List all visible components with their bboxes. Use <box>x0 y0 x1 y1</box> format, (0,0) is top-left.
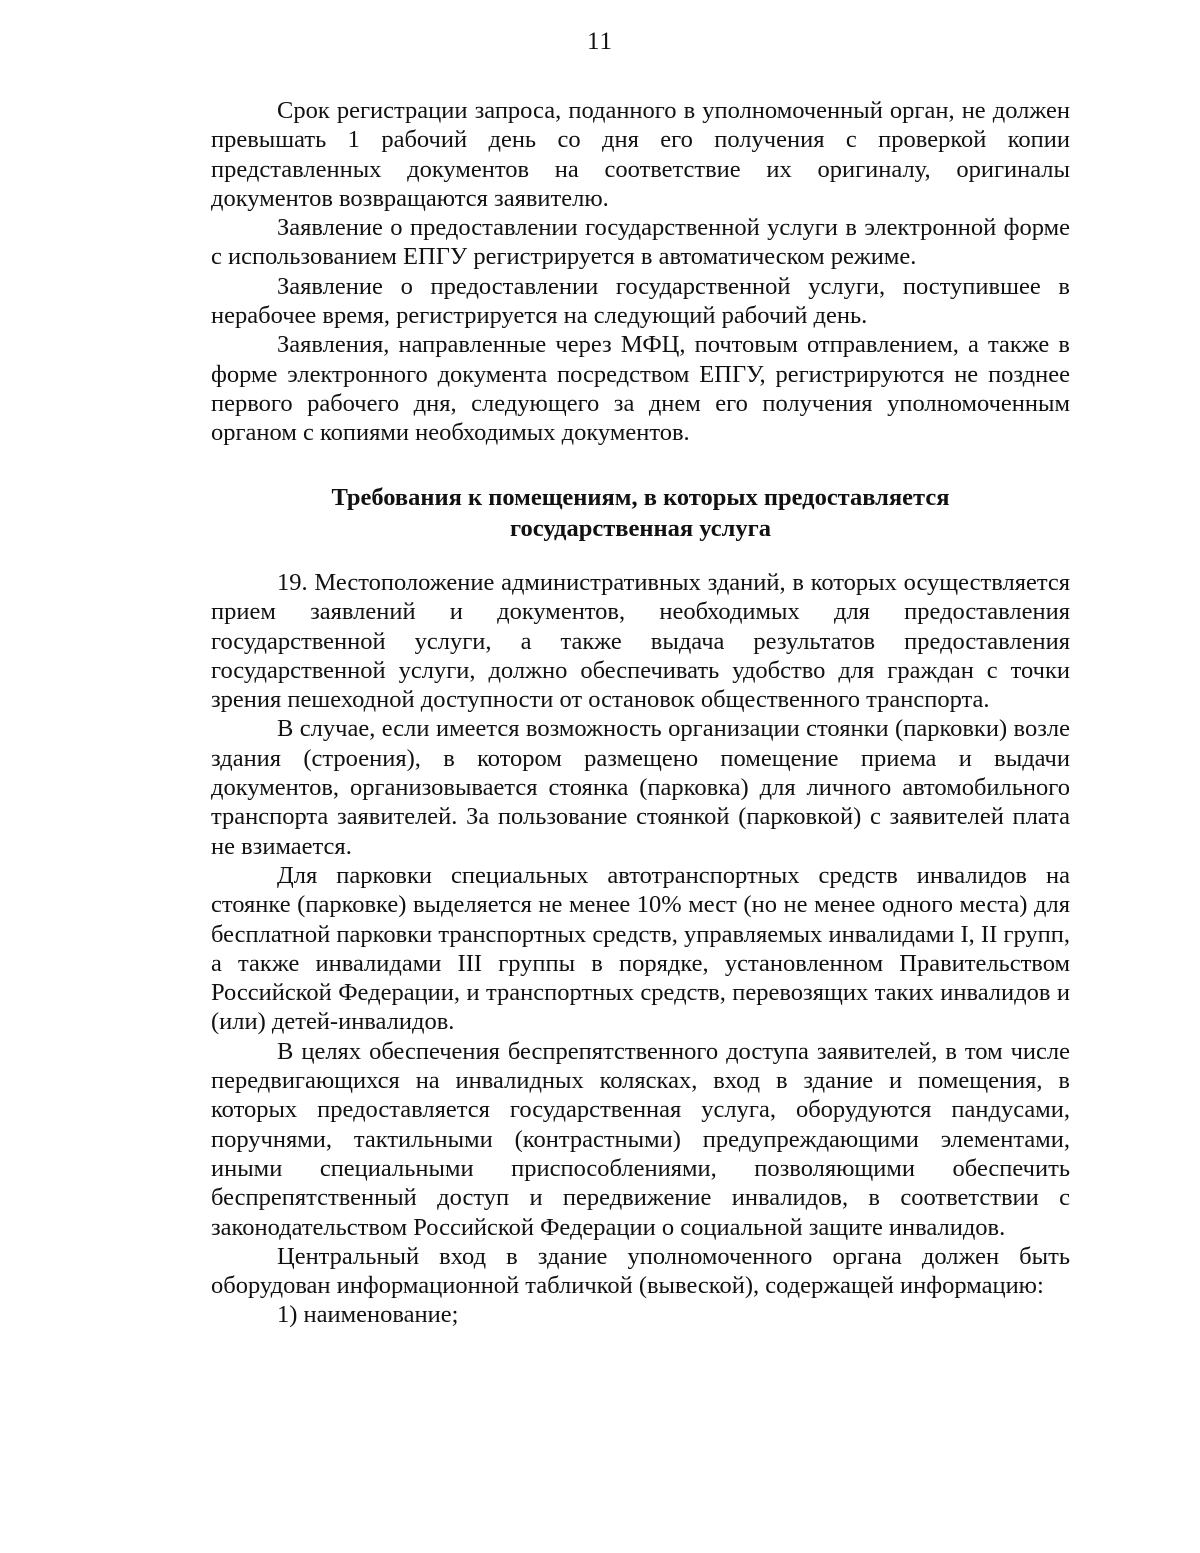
section-heading <box>211 482 1070 544</box>
premises-requirements-block <box>211 568 1070 1330</box>
list-item-name: 1) наименование; <box>277 1301 459 1329</box>
paragraph-nonworking-time: Заявление о предоставлении государственной услуги, поступившее в нерабочее время, регистрируется на следующий рабочий день. <box>211 272 1070 330</box>
paragraph-19-location: 19. Местоположение административных зданий, в которых осуществляется прием заявлений и документов, необходимых для предоставления государственной услуги, а также выдача результатов предоставления государственной услуги, должно обеспечивать удобство для граждан с точки зрения пешеходной доступности от остановок общественного транспорта. <box>211 569 1070 714</box>
paragraph-parking: В случае, если имеется возможность организации стоянки (парковки) возле здания (строения), в котором размещено помещение приема и выдачи документов, организовывается стоянка (парковка) для личного автомобильного транспорта заявителей. За пользование стоянкой (парковкой) с заявителей плата не взимается. <box>211 715 1070 860</box>
page-number: 11 <box>586 28 614 55</box>
paragraph-central-entrance: Центральный вход в здание уполномоченного органа должен быть оборудован информационной табличкой (вывеской), содержащей информацию: <box>211 1242 1070 1300</box>
paragraph-registration-deadline: Срок регистрации запроса, поданного в уполномоченный орган, не должен превышать 1 рабочий день со дня его получения с проверкой копии представленных документов на соответствие их оригиналу, оригиналы документов возвращаются заявителю. <box>211 97 1070 212</box>
paragraph-mfc-registration: Заявления, направленные через МФЦ, почтовым отправлением, а также в форме электронного документа посредством ЕПГУ, регистрируются не позднее первого рабочего дня, следующего за днем его получения уполномоченным органом с копиями необходимых документов. <box>211 331 1070 447</box>
section-heading-line-1: Требования к помещениям, в которых предоставляется <box>331 484 950 511</box>
paragraph-accessibility: В целях обеспечения беспрепятственного доступа заявителей, в том числе передвигающихся на инвалидных колясках, вход в здание и помещения, в которых предоставляется государственная услуга, оборудуются пандусами, поручнями, тактильными (контрастными) предупреждающими элементами, иными специальными приспособлениями, позволяющими обеспечить беспрепятственный доступ и передвижение инвалидов, в соответствии с законодательством Российской Федерации о социальной защите инвалидов. <box>211 1037 1070 1241</box>
registration-text-block <box>211 96 1070 448</box>
section-heading-line-2: государственная услуга <box>510 515 771 542</box>
paragraph-epgu-registration: Заявление о предоставлении государственной услуги в электронной форме с использованием ЕПГУ регистрируется в автоматическом режиме. <box>211 214 1070 271</box>
paragraph-disabled-parking: Для парковки специальных автотранспортных средств инвалидов на стоянке (парковке) выделяется не менее 10% мест (но не менее одного места) для бесплатной парковки транспортных средств, управляемых инвалидами I, II групп, а также инвалидами III группы в порядке, установленном Правительством Российской Федерации, и транспортных средств, перевозящих таких инвалидов и (или) детей-инвалидов. <box>211 861 1070 1036</box>
